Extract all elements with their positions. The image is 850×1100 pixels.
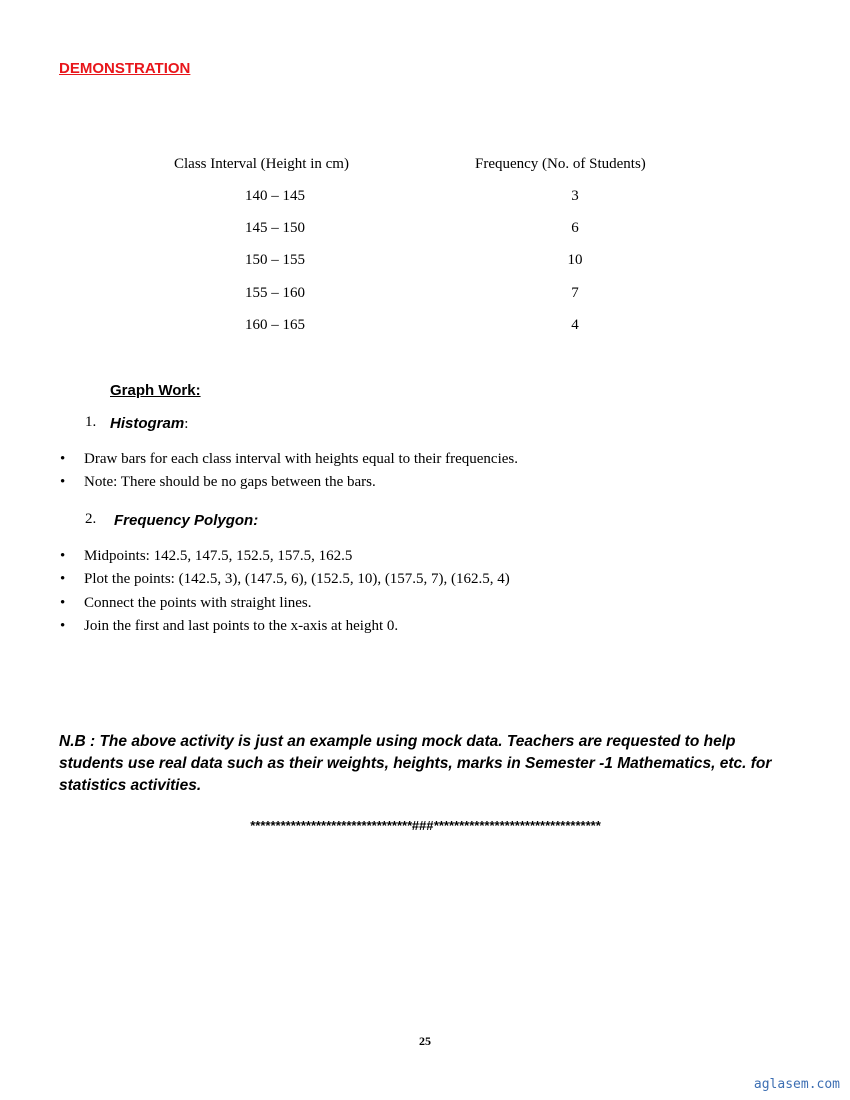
list-item	[60, 474, 376, 491]
table-cell-frequency: 7	[571, 285, 579, 301]
note-paragraph: N.B : The above activity is just an example using mock data. Teachers are requested to help students use real data such as their weights, heights, marks in Semester -1 Mathematics, etc. for statistics activities.	[59, 733, 772, 794]
graph-work-title: Graph Work:	[110, 382, 201, 399]
list-item	[60, 451, 518, 468]
bullet-icon: •	[60, 618, 66, 634]
table-cell-interval: 140 – 145	[245, 188, 305, 204]
list-item-text: Draw bars for each class interval with heights equal to their frequencies.	[84, 451, 519, 467]
bullet-icon: •	[60, 474, 66, 490]
item-heading-polygon	[114, 510, 258, 530]
watermark: aglasem.com	[753, 1077, 840, 1092]
list-item-text: Connect the points with straight lines.	[84, 595, 312, 611]
bullet-icon: •	[60, 571, 66, 587]
list-item-text: Note: There should be no gaps between the bars.	[84, 474, 376, 490]
table-header-interval: Class Interval (Height in cm)	[174, 156, 349, 172]
table-header-frequency: Frequency (No. of Students)	[475, 156, 646, 172]
separator-line: ********************************###*********************************	[249, 818, 601, 833]
bullet-icon: •	[60, 595, 66, 611]
list-item	[60, 548, 352, 565]
item-number: 1.	[85, 414, 97, 430]
item-title: Frequency Polygon:	[114, 512, 259, 529]
table-cell-interval: 155 – 160	[245, 285, 305, 301]
list-item-text: Join the first and last points to the x-axis at height 0.	[84, 618, 399, 634]
table-cell-frequency: 10	[567, 252, 583, 268]
item-number: 2.	[85, 511, 97, 527]
list-item	[60, 595, 311, 612]
list-item-text: Midpoints: 142.5, 147.5, 152.5, 157.5, 162.5	[84, 548, 353, 564]
list-item	[60, 571, 510, 588]
bullet-icon: •	[60, 548, 66, 564]
item-title: Histogram	[110, 415, 185, 432]
list-item	[60, 618, 398, 635]
page-number: 25	[419, 1034, 431, 1048]
table-cell-frequency: 6	[571, 220, 579, 236]
table-cell-interval: 150 – 155	[245, 252, 305, 268]
list-item-text: Plot the points: (142.5, 3), (147.5, 6), (152.5, 10), (157.5, 7), (162.5, 4)	[84, 571, 510, 587]
table-cell-interval: 160 – 165	[245, 317, 305, 333]
table-cell-frequency: 4	[571, 317, 579, 333]
table-cell-frequency: 3	[571, 188, 579, 204]
bullet-icon: •	[60, 451, 66, 467]
table-cell-interval: 145 – 150	[245, 220, 305, 236]
item-heading-histogram	[110, 413, 188, 433]
item-title-suffix: :	[184, 416, 189, 432]
page-heading: DEMONSTRATION	[59, 60, 191, 77]
